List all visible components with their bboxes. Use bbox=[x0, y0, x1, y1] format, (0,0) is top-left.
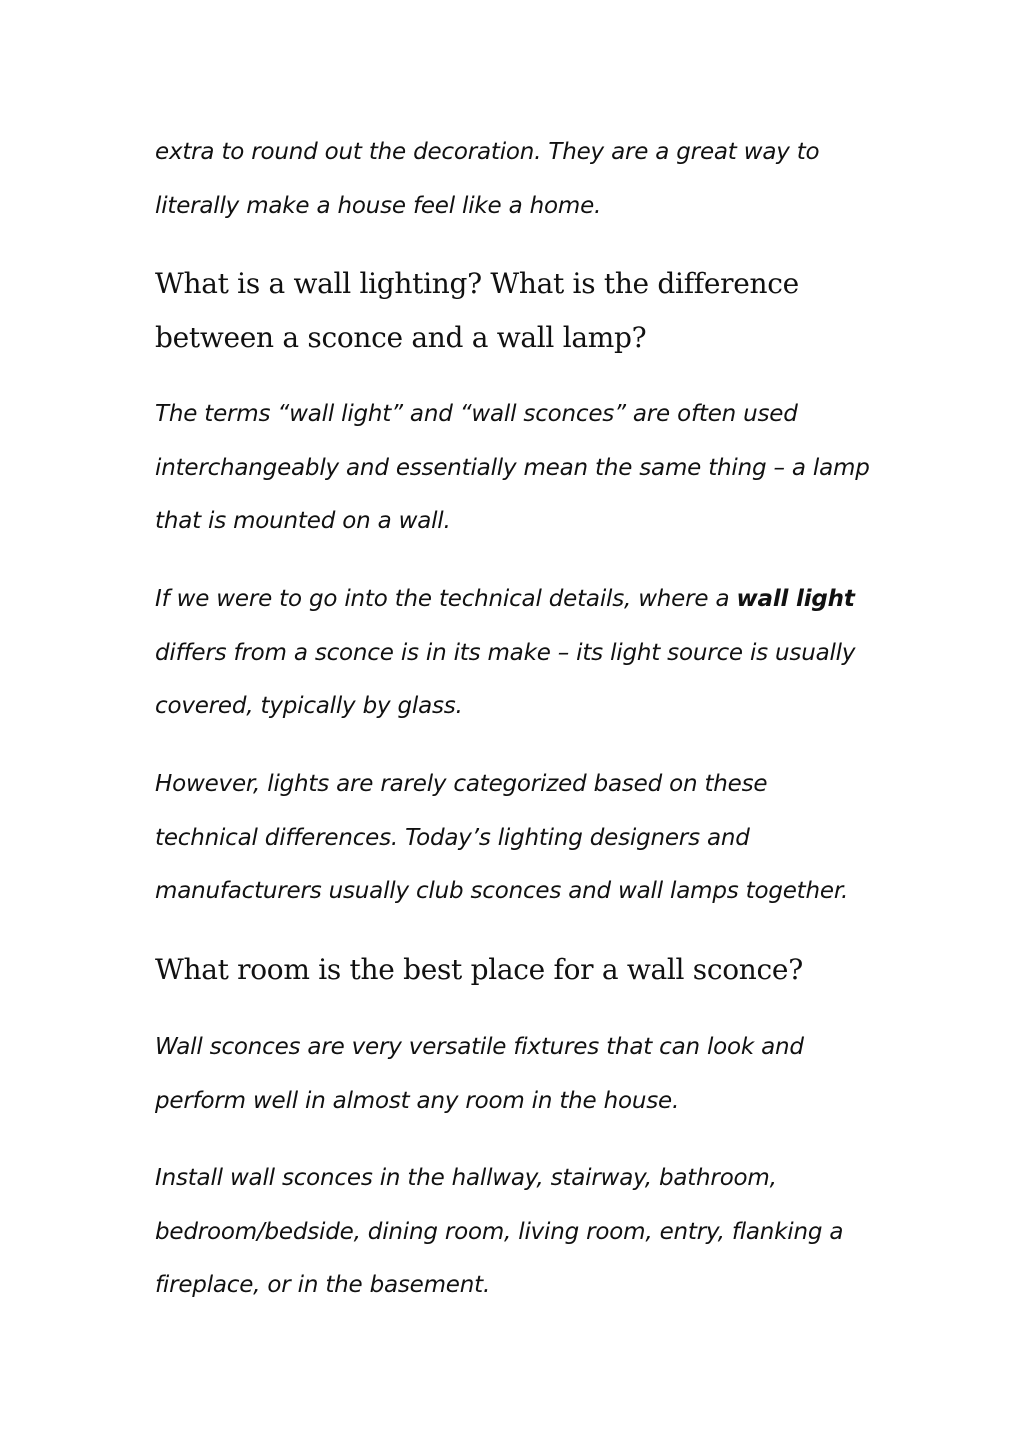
continuation-paragraph: extra to round out the decoration. They are a great way to literally make a house feel like a home. bbox=[155, 139, 820, 219]
paragraph-install-locations: Install wall sconces in the hallway, stairway, bathroom, bedroom/bedside, dining room, living room, entry, flanking a fireplace, or in the basement. bbox=[155, 1165, 844, 1298]
paragraph-technical-details bbox=[155, 573, 875, 734]
paragraph-technical-details-start: If we were to go into the technical details, where a bbox=[155, 586, 737, 612]
heading-wall-lighting: What is a wall lighting? What is the difference between a sconce and a wall lamp? bbox=[155, 267, 799, 354]
wall-light-term: wall light bbox=[736, 586, 855, 612]
heading-best-room: What room is the best place for a wall sconce? bbox=[155, 953, 803, 986]
paragraph-versatile: Wall sconces are very versatile fixtures that can look and perform well in almost any room in the house. bbox=[155, 1034, 804, 1114]
paragraph-technical-details-end: differs from a sconce is in its make – its light source is usually covered, typically by glass. bbox=[155, 639, 856, 719]
paragraph-terms: The terms “wall light” and “wall sconces” are often used interchangeably and essentially mean the same thing – a lamp that is mounted on a wall. bbox=[155, 401, 870, 534]
paragraph-categorization: However, lights are rarely categorized based on these technical differences. Today’s lighting designers and manufacturers usually club sconces and wall lamps together. bbox=[155, 771, 849, 904]
